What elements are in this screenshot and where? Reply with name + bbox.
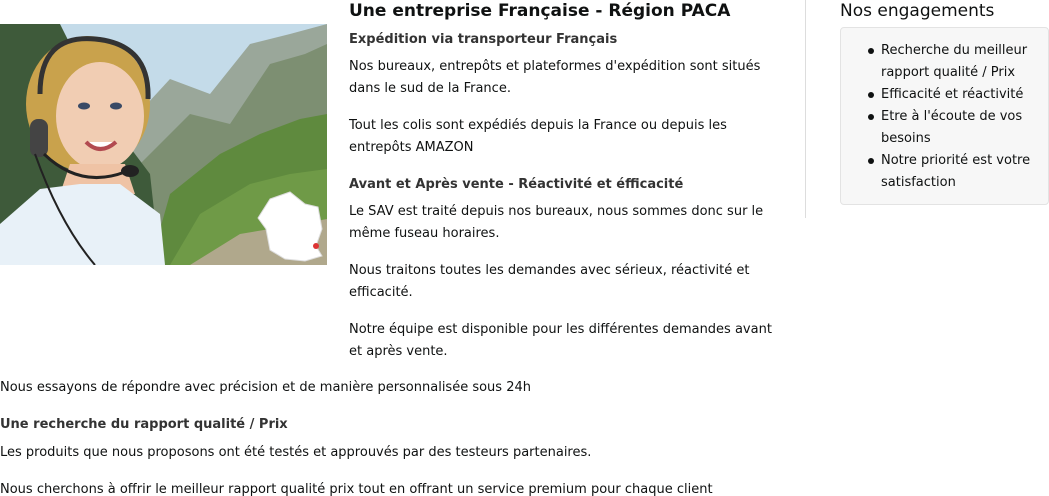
commitment-item: Recherche du meilleur rapport qualité / Prix [881, 40, 1041, 84]
column-divider [805, 0, 806, 218]
section-heading-quality-price: Une recherche du rapport qualité / Prix [0, 417, 288, 432]
customer-service-hero-image [0, 24, 327, 265]
commitment-item: Notre priorité est votre satisfaction [881, 150, 1041, 194]
response-time-text: Nous essayons de répondre avec précision et de manière personnalisée sous 24h [0, 380, 531, 395]
products-tested-text: Les produits que nous proposons ont été testés et approuvés par des testeurs partenaires. [0, 445, 592, 460]
page-title: Une entreprise Française - Région PACA [349, 1, 731, 21]
commitments-box [840, 27, 1049, 205]
paragraph-team: Notre équipe est disponible pour les différentes demandes avant et après vente. [349, 322, 772, 359]
commitment-item: Etre à l'écoute de vos besoins [881, 106, 1041, 150]
section-heading-shipping: Expédition via transporteur Français [349, 32, 618, 47]
paragraph-sav: Le SAV est traité depuis nos bureaux, nous sommes donc sur le même fuseau horaires. [349, 204, 764, 241]
paragraph-requests: Nous traitons toutes les demandes avec sérieux, réactivité et efficacité. [349, 263, 750, 300]
paragraph-parcels: Tout les colis sont expédiés depuis la France ou depuis les entrepôts AMAZON [349, 118, 727, 155]
section-heading-after-sales: Avant et Après vente - Réactivité et éfficacité [349, 177, 684, 192]
premium-service-text: Nous cherchons à offrir le meilleur rapport qualité prix tout en offrant un service premium pour chaque client [0, 482, 713, 496]
commitments-list [841, 28, 1048, 194]
paragraph-offices: Nos bureaux, entrepôts et plateformes d'expédition sont situés dans le sud de la France. [349, 59, 761, 96]
commitment-item: Efficacité et réactivité [881, 84, 1041, 106]
sidebar-title: Nos engagements [840, 1, 995, 21]
